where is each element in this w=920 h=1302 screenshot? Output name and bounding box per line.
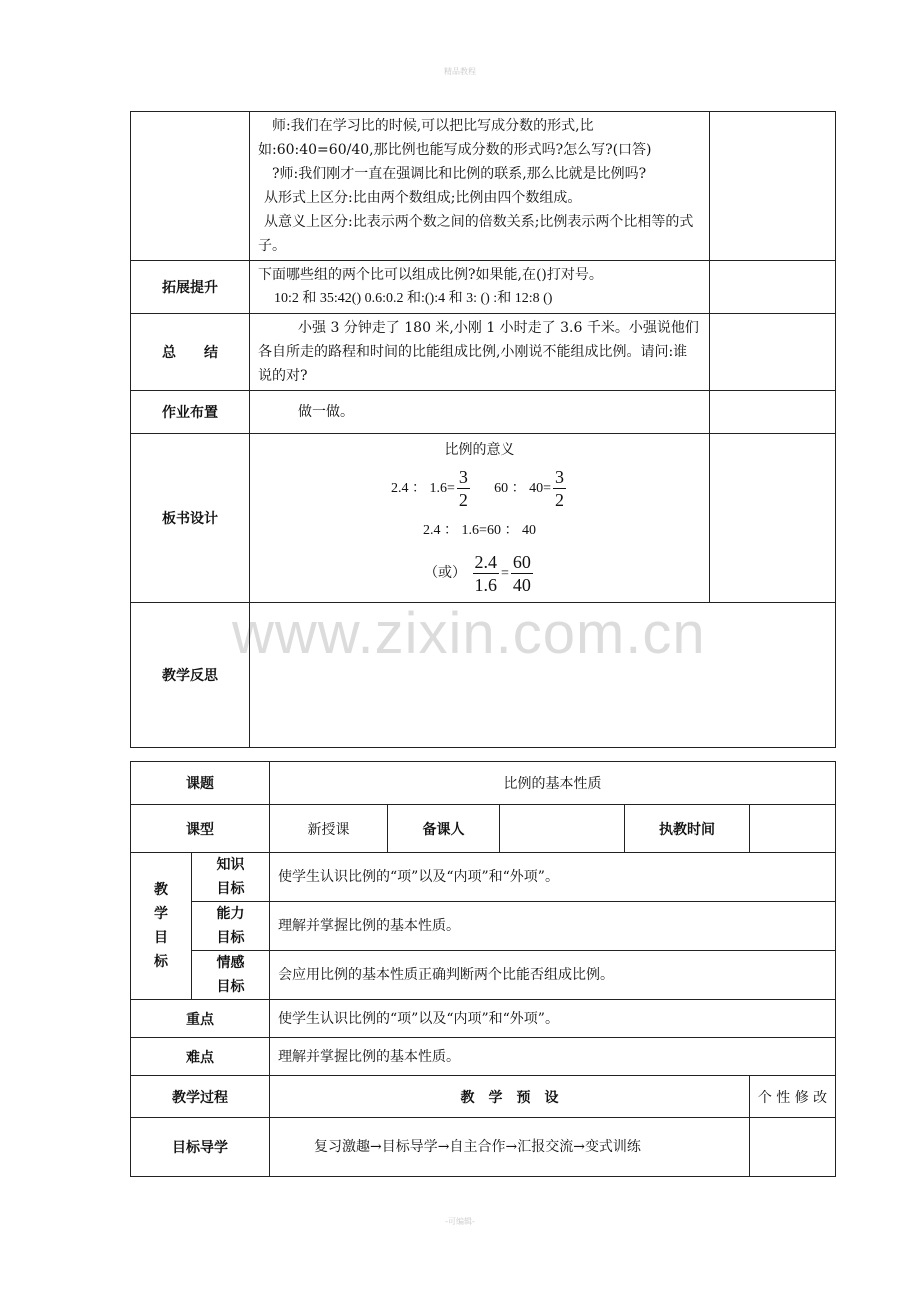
extension-notes-cell (710, 261, 836, 314)
homework-row (131, 391, 836, 434)
flow-step: 汇报交流 (517, 1139, 574, 1155)
goal-text-ability: 理解并掌握比例的基本性质。 (270, 902, 836, 951)
lesson1-table (130, 111, 836, 748)
goal-row-emotion (131, 951, 836, 1000)
flow-arrow: → (573, 1139, 585, 1155)
preset-label: 教 学 预 设 (270, 1076, 750, 1118)
type-label: 课型 (131, 805, 270, 853)
flow-arrow: → (505, 1139, 518, 1155)
difficult-row (131, 1038, 836, 1076)
goals-label-char: 教 (154, 882, 168, 898)
header-watermark: 精品教程 (444, 67, 476, 76)
topic-row (131, 762, 836, 805)
guide-row (131, 1118, 836, 1177)
goal-label-emotion (192, 951, 270, 1000)
guide-label: 目标导学 (131, 1118, 270, 1177)
site-watermark: www.zixin.com.cn (232, 601, 706, 666)
board-notes-cell (710, 434, 836, 603)
board-eq1-fraction (457, 466, 470, 511)
summary-notes-cell (710, 314, 836, 391)
board-eq4-fraction-left (473, 551, 500, 596)
key-text: 使学生认识比例的“项”以及“内项”和“外项”。 (270, 1000, 836, 1038)
footer-watermark: -可编辑- (445, 1217, 475, 1226)
board-eq4 (250, 548, 709, 599)
goals-label-char: 学 (154, 906, 168, 922)
preparer-label: 备课人 (388, 805, 500, 853)
goal-label-line: 情感 (216, 955, 245, 971)
extension-line1: 下面哪些组的两个比可以组成比例?如果能,在()打对号。 (258, 267, 603, 283)
fraction-numerator: 60 (512, 551, 531, 572)
reflection-label: 教学反思 (131, 603, 250, 748)
board-eq4-fraction-right (511, 551, 533, 596)
goal-row-ability (131, 902, 836, 951)
goals-label-char: 目 (154, 930, 168, 946)
goals-label-char: 标 (154, 954, 168, 970)
goal-text-emotion: 会应用比例的基本性质正确判断两个比能否组成比例。 (270, 951, 836, 1000)
fraction-denominator: 40 (512, 574, 531, 595)
intro-label-cell (131, 112, 250, 261)
goal-label-line: 能力 (216, 906, 245, 922)
board-content (250, 434, 710, 603)
key-row (131, 1000, 836, 1038)
goal-label-knowledge (192, 853, 270, 902)
topic-label: 课题 (131, 762, 270, 805)
goals-label (131, 853, 192, 1000)
process-label: 教学过程 (131, 1076, 270, 1118)
reflection-row (131, 603, 836, 748)
guide-notes-cell (750, 1118, 836, 1177)
homework-text: 做一做。 (250, 391, 710, 434)
goal-label-ability (192, 902, 270, 951)
board-title: 比例的意义 (444, 442, 515, 458)
board-label: 板书设计 (131, 434, 250, 603)
flow-arrow: → (370, 1139, 382, 1155)
goal-text-knowledge: 使学生认识比例的“项”以及“内项”和“外项”。 (270, 853, 836, 902)
goal-label-line: 目标 (216, 930, 245, 946)
homework-notes-cell (710, 391, 836, 434)
extension-content (250, 261, 710, 314)
board-eq2-left: 60 ： 40= (494, 481, 552, 496)
goal-label-line: 目标 (216, 979, 245, 995)
extension-row (131, 261, 836, 314)
intro-paragraph: 从意义上区分:比表示两个数之间的倍数关系;比例表示两个比相等的式子。 (258, 214, 694, 254)
type-row (131, 805, 836, 853)
fraction-denominator: 2 (555, 489, 565, 510)
type-value: 新授课 (270, 805, 388, 853)
summary-text: 小强 3 分钟走了 180 米,小刚 1 小时走了 3.6 千米。小强说他们各自所走的路程和时间的比能组成比例,小刚说不能组成比例。请问:谁说的对? (250, 314, 710, 391)
fraction-numerator: 3 (458, 466, 468, 487)
difficult-text: 理解并掌握比例的基本性质。 (270, 1038, 836, 1076)
flow-step: 复习激趣 (314, 1139, 370, 1155)
lesson2-table (130, 761, 836, 1177)
board-eq4-equals: = (501, 566, 509, 581)
flow-step: 自主合作 (449, 1139, 506, 1155)
fraction-denominator: 2 (458, 489, 468, 510)
goal-label-line: 目标 (216, 881, 245, 897)
summary-row (131, 314, 836, 391)
extension-label: 拓展提升 (131, 261, 250, 314)
intro-content-cell (250, 112, 710, 261)
time-label: 执教时间 (625, 805, 750, 853)
modify-label: 个 性 修 改 (750, 1076, 836, 1118)
process-header-row (131, 1076, 836, 1118)
intro-notes-cell (710, 112, 836, 261)
board-eq4-prefix: （或） (424, 565, 467, 581)
topic-value: 比例的基本性质 (270, 762, 836, 805)
intro-row (131, 112, 836, 261)
board-eq3: 2.4 ： 1.6=60 ： 40 (423, 523, 536, 538)
intro-paragraph: ?师:我们刚才一直在强调比和比例的联系,那么比就是比例吗? (272, 166, 647, 182)
time-value (750, 805, 836, 853)
board-eq1-left: 2.4 ： 1.6= (390, 481, 455, 496)
flow-steps (270, 1118, 750, 1177)
extension-line2: 10:2 和 35:42() 0.6:0.2 和:():4 和 3: () :和 12:8 () (274, 291, 553, 306)
fraction-numerator: 3 (555, 466, 565, 487)
fraction-denominator: 1.6 (474, 574, 498, 595)
difficult-label: 难点 (131, 1038, 270, 1076)
reflection-content (250, 603, 836, 748)
flow-step: 变式训练 (584, 1139, 641, 1155)
key-label: 重点 (131, 1000, 270, 1038)
summary-label: 总 结 (131, 314, 250, 391)
goal-label-line: 知识 (216, 857, 245, 873)
intro-paragraph: 师:我们在学习比的时候,可以把比写成分数的形式,比如:60:40=60/40,那比例也能写成分数的形式吗?怎么写?(口答) (258, 118, 652, 158)
board-eq2-fraction (553, 466, 566, 511)
flow-arrow: → (437, 1139, 450, 1155)
board-eq1 (250, 463, 709, 514)
flow-step: 目标导学 (381, 1139, 438, 1155)
fraction-numerator: 2.4 (474, 551, 498, 572)
preparer-value (500, 805, 625, 853)
intro-paragraph: 从形式上区分:比由两个数组成;比例由四个数组成。 (264, 190, 582, 206)
goal-row-knowledge (131, 853, 836, 902)
homework-label: 作业布置 (131, 391, 250, 434)
board-row (131, 434, 836, 603)
